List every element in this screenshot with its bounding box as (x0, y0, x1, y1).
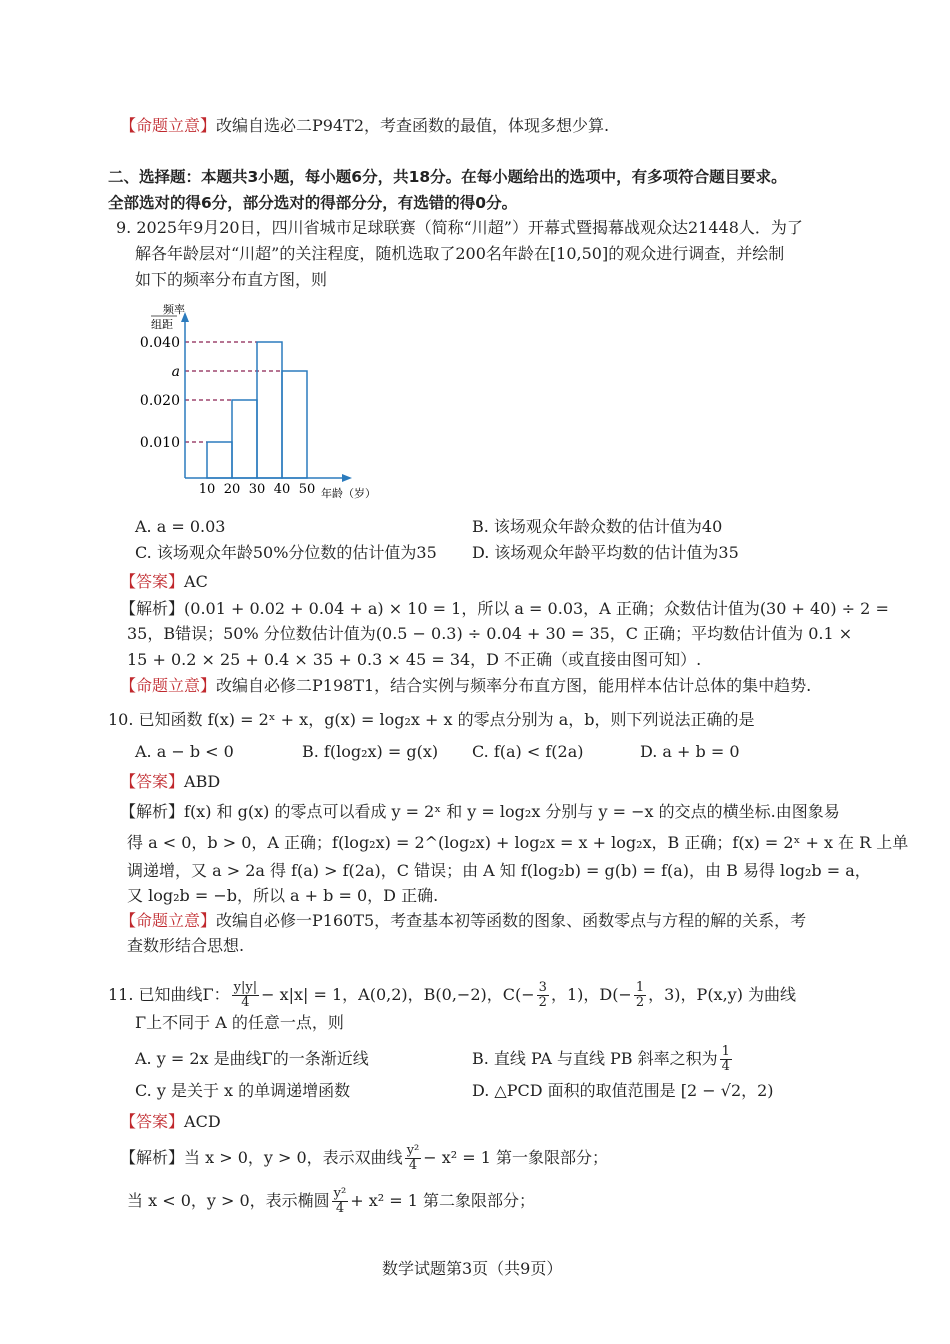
q10-analysis-1 (120, 802, 840, 822)
answer-tag: 【答案】 (120, 572, 185, 591)
denominator: 2 (635, 995, 645, 1010)
x-axis-arrow-icon (342, 474, 352, 482)
q9-option-a: A. a = 0.03 (135, 517, 226, 536)
q10-option-b: B. f(log₂x) = g(x) (302, 742, 439, 761)
histogram-bar (207, 442, 232, 478)
q11-option-a: A. y = 2x 是曲线Γ的一条渐近线 (135, 1049, 369, 1068)
q11-option-d: D. △PCD 面积的取值范围是 [2 − √2，2) (472, 1081, 774, 1100)
x-label: 年龄（岁） (321, 487, 376, 500)
intent-tag: 【命题立意】 (120, 116, 217, 135)
section-heading-line2: 全部选对的得6分，部分选对的得部分分，有选错的得0分。 (108, 194, 518, 212)
section-heading-line1: 二、选择题：本题共3小题，每小题6分，共18分。在每小题给出的选项中，有多项符合题目要求。 (108, 168, 787, 186)
q10-option-d: D. a + b = 0 (640, 742, 740, 761)
q9-stem-2: 解各年龄层对“川超”的关注程度，随机选取了200名年龄在[10,50]的观众进行调查，并绘制 (135, 244, 785, 263)
histogram-bar (257, 342, 282, 478)
q9-option-b: B. 该场观众年龄众数的估计值为40 (472, 517, 723, 536)
denominator: 4 (721, 1059, 730, 1074)
stem-text: ，3)，P(x,y) 为曲线 (648, 985, 797, 1004)
q9-stem-1: 9. 2025年9月20日，四川省城市足球联赛（简称“川超”）开幕式暨揭幕战观众达21448人．为了 (116, 218, 803, 237)
numerator: 3 (538, 980, 547, 995)
stem-text: ，1)，D(− (550, 985, 632, 1004)
q9-analysis-3: 15 + 0.2 × 25 + 0.4 × 35 + 0.3 × 45 = 34，D 不正确（或直接由图可知）. (127, 650, 702, 669)
fraction (232, 981, 259, 1010)
analysis-tag: 【解析】 (120, 1148, 185, 1167)
denominator: 2 (538, 995, 547, 1010)
q10-analysis-4: 又 log₂b = −b，所以 a + b = 0，D 正确. (127, 886, 439, 905)
y-tick-label: a (171, 364, 180, 380)
stem-text: 11. 已知曲线Γ： (108, 985, 230, 1004)
x-tick-label: 30 (248, 482, 266, 497)
fraction (634, 981, 646, 1010)
intent-tag: 【命题立意】 (120, 676, 217, 695)
answer-value: ABD (184, 772, 221, 791)
q10-answer (120, 772, 220, 792)
fraction (405, 1144, 422, 1173)
q11-answer (120, 1112, 221, 1132)
numerator: y² (333, 1186, 347, 1201)
q11-analysis-2 (127, 1186, 535, 1216)
q11-option-c: C. y 是关于 x 的单调递增函数 (135, 1081, 351, 1100)
q11-option-b (472, 1044, 734, 1074)
q11-stem (108, 980, 796, 1010)
q10-stem: 10. 已知函数 f(x) = 2ˣ + x，g(x) = log₂x + x 的零点分别为 a，b，则下列说法正确的是 (108, 710, 755, 729)
histogram-bar (282, 371, 307, 478)
intent-tag: 【命题立意】 (120, 911, 217, 930)
numerator: 1 (721, 1044, 730, 1059)
denominator: 4 (408, 1158, 418, 1173)
x-tick-label: 50 (298, 482, 316, 497)
answer-tag: 【答案】 (120, 1112, 185, 1131)
x-tick-label: 10 (198, 482, 216, 497)
q10-analysis-3: 调递增，又 a > 2a 得 f(a) > f(2a)，C 错误；由 A 知 f(log₂b) = g(b) = f(a)，由 B 易得 log₂b = a， (127, 861, 871, 880)
q9-analysis-1 (120, 599, 889, 619)
page-footer: 数学试题第3页（共9页） (382, 1259, 563, 1278)
analysis-text: (0.01 + 0.02 + 0.04 + a) × 10 = 1，所以 a = 0.03，A 正确；众数估计值为(30 + 40) ÷ 2 = (184, 599, 889, 618)
analysis-tag: 【解析】 (120, 802, 185, 821)
numerator: y|y| (233, 980, 258, 995)
fraction (720, 1045, 732, 1074)
q10-intent (120, 911, 806, 931)
answer-tag: 【答案】 (120, 772, 185, 791)
stem-text: − x|x| = 1，A(0,2)，B(0,−2)，C(− (261, 985, 535, 1004)
y-tick-label: 0.040 (139, 335, 180, 351)
intent-text: 改编自选必二P94T2，考查函数的最值，体现多想少算. (216, 116, 610, 135)
intent-text: 改编自必修一P160T5，考查基本初等函数的图象、函数零点与方程的解的关系，考 (216, 911, 807, 930)
q9-option-d: D. 该场观众年龄平均数的估计值为35 (472, 543, 739, 562)
q9-stem-3: 如下的频率分布直方图，则 (135, 270, 328, 289)
analysis-text: 当 x < 0，y > 0，表示椭圆 (127, 1191, 330, 1210)
frequency-histogram (0, 0, 950, 520)
denominator: 4 (241, 995, 250, 1010)
x-tick-label: 20 (223, 482, 241, 497)
q9-intent (120, 676, 811, 696)
answer-value: ACD (184, 1112, 221, 1131)
q10-intent-2: 查数形结合思想. (127, 936, 245, 955)
q11-analysis-1 (120, 1143, 608, 1173)
analysis-text: 当 x > 0，y > 0，表示双曲线 (184, 1148, 403, 1167)
answer-value: AC (184, 572, 208, 591)
numerator: y² (406, 1143, 420, 1158)
analysis-text: + x² = 1 第二象限部分； (350, 1191, 536, 1210)
q10-option-a: A. a − b < 0 (135, 742, 234, 761)
numerator: 1 (635, 980, 645, 995)
q10-option-c: C. f(a) < f(2a) (472, 742, 584, 761)
y-tick-label: 0.010 (139, 435, 180, 451)
q9-answer (120, 572, 208, 592)
denominator: 4 (335, 1201, 345, 1216)
q10-analysis-2: 得 a < 0，b > 0，A 正确；f(log₂x) = 2^(log₂x) + log₂x = x + log₂x，B 正确；f(x) = 2ˣ + x 在 R 上单 (127, 833, 909, 852)
q9-option-c: C. 该场观众年龄50%分位数的估计值为35 (135, 543, 437, 562)
fraction (537, 981, 549, 1010)
y-label-top: 频率 (163, 303, 185, 316)
y-label-bottom: 组距 (151, 318, 173, 331)
q11-stem-2: Γ上不同于 A 的任意一点，则 (135, 1013, 344, 1032)
analysis-text: − x² = 1 第一象限部分； (423, 1148, 609, 1167)
q9-analysis-2: 35，B错误；50% 分位数估计值为(0.5 − 0.3) ÷ 0.04 + 30 = 35，C 正确；平均数估计值为 0.1 × (127, 624, 853, 643)
intent-text: 改编自必修二P198T1，结合实例与频率分布直方图，能用样本估计总体的集中趋势. (216, 676, 812, 695)
fraction (332, 1187, 349, 1216)
analysis-text: f(x) 和 g(x) 的零点可以看成 y = 2ˣ 和 y = log₂x 分别与 y = −x 的交点的横坐标.由图象易 (184, 802, 840, 821)
histogram-bar (232, 400, 257, 478)
analysis-tag: 【解析】 (120, 599, 185, 618)
x-tick-label: 40 (273, 482, 291, 497)
option-text: B. 直线 PA 与直线 PB 斜率之积为 (472, 1049, 718, 1068)
y-tick-label: 0.020 (139, 393, 180, 409)
